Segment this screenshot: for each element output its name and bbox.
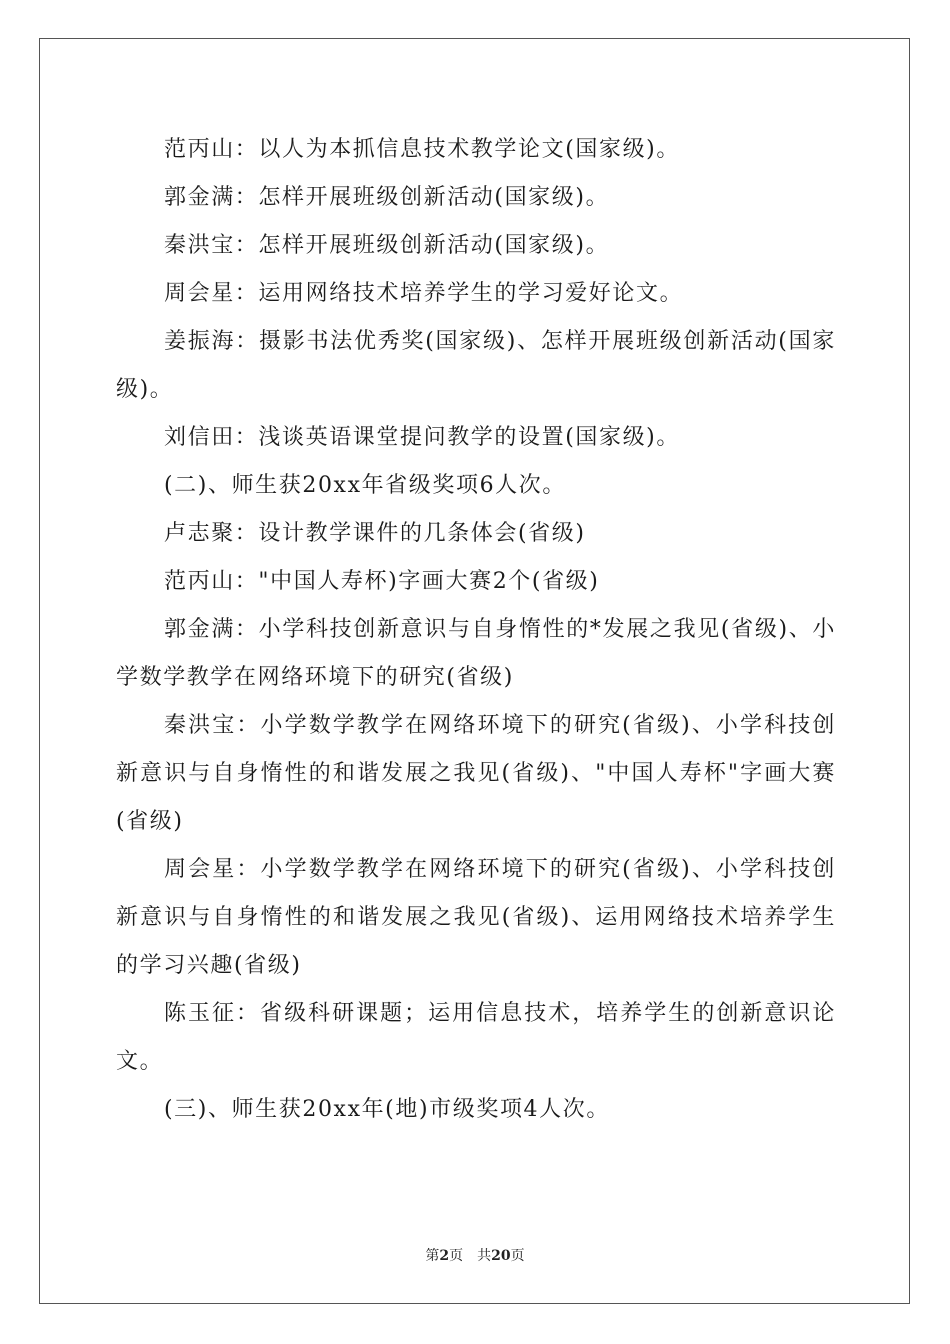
total-suffix: 页 xyxy=(510,1248,525,1264)
paragraph-6: 刘信田：浅谈英语课堂提问教学的设置(国家级)。 xyxy=(164,425,680,450)
paragraph-11: 秦洪宝：小学数学教学在网络环境下的研究(省级)、小学科技创新意识与自身惰性的和谐发展之我见(省级)、"中国人寿杯"字画大赛(省级) xyxy=(116,713,836,834)
current-page-number: 2 xyxy=(439,1248,450,1264)
paragraph-12: 周会星：小学数学教学在网络环境下的研究(省级)、小学科技创新意识与自身惰性的和谐发展之我见(省级)、运用网络技术培养学生的学习兴趣(省级) xyxy=(116,857,836,978)
paragraph-1: 范丙山：以人为本抓信息技术教学论文(国家级)。 xyxy=(164,137,680,162)
paragraph-5: 姜振海：摄影书法优秀奖(国家级)、怎样开展班级创新活动(国家级)。 xyxy=(116,329,836,402)
document-body xyxy=(116,126,836,1134)
total-pages-number: 20 xyxy=(491,1248,511,1264)
paragraph-4: 周会星：运用网络技术培养学生的学习爱好论文。 xyxy=(164,281,684,306)
page-suffix: 页 xyxy=(449,1248,464,1264)
paragraph-3: 秦洪宝：怎样开展班级创新活动(国家级)。 xyxy=(164,233,610,258)
paragraph-9: 范丙山："中国人寿杯)字画大赛2个(省级) xyxy=(164,569,600,594)
paragraph-10: 郭金满：小学科技创新意识与自身惰性的*发展之我见(省级)、小学数学教学在网络环境下的研究(省级) xyxy=(116,617,836,690)
section-heading-provincial: (二)、师生获20xx年省级奖项6人次。 xyxy=(164,473,566,498)
paragraph-8: 卢志聚：设计教学课件的几条体会(省级) xyxy=(164,521,586,546)
paragraph-13: 陈玉征：省级科研课题；运用信息技术，培养学生的创新意识论文。 xyxy=(116,1001,836,1074)
page-prefix: 第 xyxy=(425,1248,440,1264)
page-footer xyxy=(0,1247,950,1265)
paragraph-2: 郭金满：怎样开展班级创新活动(国家级)。 xyxy=(164,185,610,210)
section-heading-city: (三)、师生获20xx年(地)市级奖项4人次。 xyxy=(164,1097,610,1122)
total-prefix: 共 xyxy=(477,1248,492,1264)
